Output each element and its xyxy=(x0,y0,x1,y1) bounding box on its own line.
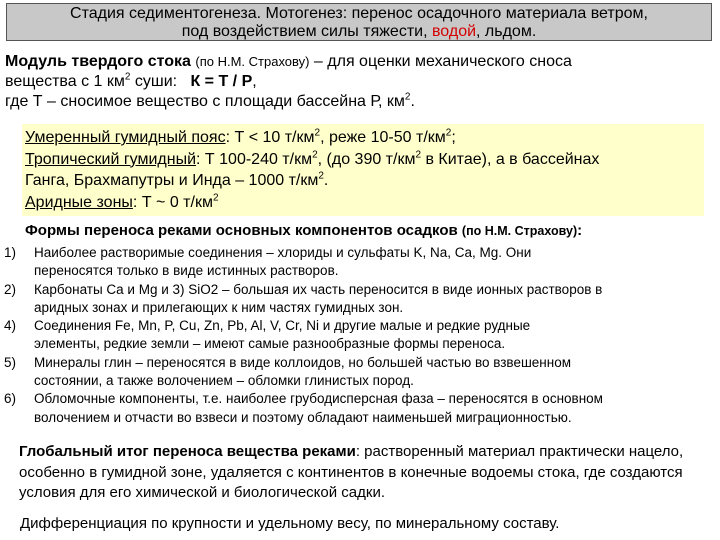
unit-superscript: 2 xyxy=(124,71,131,83)
tropic-zone-line xyxy=(25,149,704,171)
global-summary-label: Глобальный итог переноса вещества реками xyxy=(19,443,356,460)
intro-line-2-mid: суши: xyxy=(130,73,191,90)
unit-superscript: 2 xyxy=(404,91,411,103)
list-item-line: Обломочные компоненты, т.е. наиболее грубодисперсная фаза – переносятся в основном xyxy=(34,391,603,407)
list-item-line: состоянии, а также волочением – обломки глинистых пород. xyxy=(34,373,414,389)
humid-zone-value: : Т < 10 т/км xyxy=(225,129,315,146)
list-item-line: Минералы глин – переносятся в виде коллоидов, но большей частью во взвешенном xyxy=(34,354,572,370)
transport-forms-author: (по Н.М. Страхову) xyxy=(461,224,578,238)
list-item-line: аридных зонах и прилегающих к ним частях гумидных зон. xyxy=(34,299,404,315)
list-item xyxy=(4,244,716,281)
tropic-rivers-text: Ганга, Брахмапутры и Инда – 1000 т/км xyxy=(25,172,319,189)
intro-line-1 xyxy=(5,52,715,72)
list-item-number: 4) xyxy=(4,318,17,334)
list-item-number: 1) xyxy=(4,245,17,260)
transport-forms-list xyxy=(4,244,716,427)
list-item-line: Соединения Fe, Mn, P, Cu, Zn, Pb, Al, V, Cr, Ni и другие малые и редкие рудные xyxy=(34,318,531,334)
list-item xyxy=(4,354,716,391)
title-line-2 xyxy=(7,23,711,41)
climate-zones-box xyxy=(22,124,704,216)
differentiation-line: Дифференциация по крупности и удельному весу, по минеральному составу. xyxy=(20,515,560,532)
list-item-line: элементы, редкие земли – имеют самые разнообразные формы переноса. xyxy=(34,336,506,352)
tropic-zone-value-2: , (до 390 т/км xyxy=(317,150,416,168)
global-summary-text: : растворенный материал практически нацело, особенно в гумидной зоне, удаляется с континентов в конечные водоемы стока, где создаются условия для его химической и биологической садки. xyxy=(19,443,684,501)
list-item xyxy=(4,390,716,427)
unit-superscript: 2 xyxy=(318,170,324,182)
intro-line-2-start: вещества с 1 км xyxy=(5,73,125,90)
intro-line-3-text: где Т – сносимое вещество с площади бассейна Р, км xyxy=(5,93,405,110)
list-item-line: волочением и отчасти во взвеси и поэтому обладают наименьшей миграционностью. xyxy=(34,409,572,425)
list-item xyxy=(4,317,716,354)
slide-title xyxy=(6,3,712,41)
module-label: Модуль твердого стока xyxy=(5,53,191,70)
intro-line-2 xyxy=(5,72,715,92)
transport-forms-colon: : xyxy=(577,222,583,239)
unit-superscript: 2 xyxy=(312,149,318,161)
list-item xyxy=(4,281,716,318)
unit-superscript: 2 xyxy=(314,127,321,139)
title-line-1: Стадия седиментогенеза. Мотогенез: перенос осадочного материала ветром, xyxy=(70,5,648,22)
humid-zone-value-2: , реже 10-50 т/км xyxy=(320,129,446,146)
formula: К = Т / Р xyxy=(190,73,253,90)
arid-zone-line xyxy=(25,192,704,214)
transport-forms-title: Формы переноса реками основных компонентов осадков xyxy=(25,222,458,239)
title-line-2-end: , льдом. xyxy=(476,23,537,40)
humid-zone-label: Умеренный гумидный пояс xyxy=(25,129,226,146)
list-item-line: переносятся только в виде истинных растворов. xyxy=(34,263,339,279)
list-item-line: Карбонаты Ca и Mg и 3) SiO2 – большая их часть переносится в виде ионных растворов в xyxy=(34,281,603,297)
intro-line-3-end: . xyxy=(410,93,415,110)
intro-paragraph xyxy=(5,52,715,112)
humid-zone-end: ; xyxy=(451,129,456,146)
title-line-2-start: под воздействием силы тяжести, xyxy=(181,23,432,40)
module-author: (по Н.М. Страхову) xyxy=(195,54,310,69)
list-item-line: Наиболее растворимые соединения – хлориды и сульфаты K, Na, Ca, Mg. Они xyxy=(34,245,532,260)
module-purpose: – для оценки механического сноса xyxy=(309,53,572,70)
transport-forms-heading xyxy=(25,222,715,240)
unit-superscript: 2 xyxy=(212,192,219,204)
tropic-zone-value: : Т 100-240 т/км xyxy=(196,150,313,168)
arid-zone-label: Аридные зоны xyxy=(25,193,133,211)
tropic-rivers-end: . xyxy=(323,172,329,189)
tropic-zone-value-3: в Китае), а в бассейнах xyxy=(421,150,600,168)
humid-zone-line xyxy=(25,127,704,149)
intro-line-2-end: , xyxy=(252,73,257,90)
arid-zone-value: : Т ~ 0 т/км xyxy=(132,193,213,211)
tropic-zone-line-2 xyxy=(25,170,704,192)
tropic-zone-label: Тропический гумидный xyxy=(25,150,197,168)
global-summary-paragraph xyxy=(19,442,715,504)
list-item-number: 2) xyxy=(4,281,17,297)
list-item-number: 6) xyxy=(4,391,17,407)
unit-superscript: 2 xyxy=(415,149,422,161)
unit-superscript: 2 xyxy=(445,127,452,139)
intro-line-3 xyxy=(5,92,715,112)
list-item-number: 5) xyxy=(4,354,17,370)
title-highlight-water: водой xyxy=(431,23,477,40)
